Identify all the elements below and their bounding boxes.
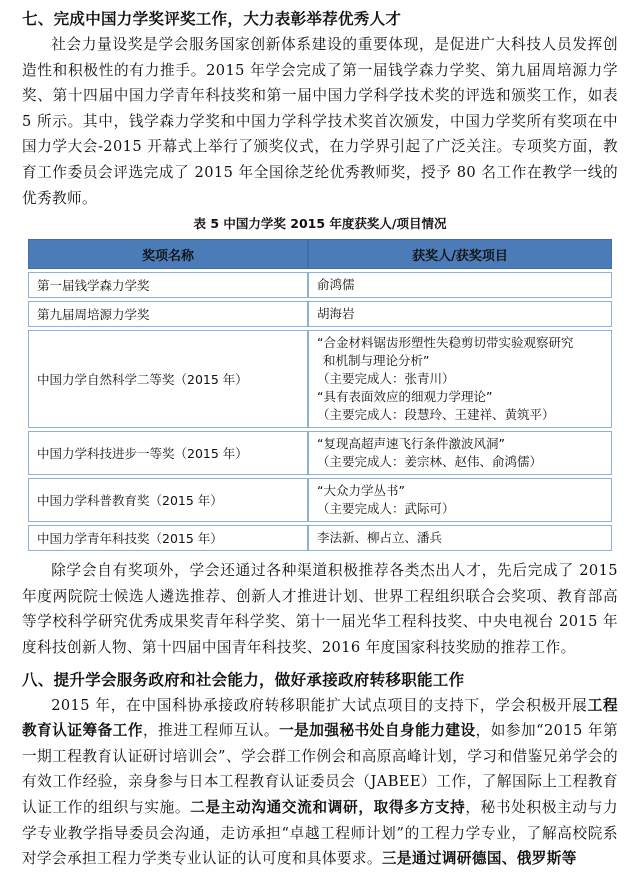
winner-line: （主要完成人：姜宗林、赵伟、俞鸿儒） [317, 454, 543, 470]
award-name-cell: 中国力学青年科技奖（2015 年） [28, 525, 308, 551]
table-caption: 表 5 中国力学奖 2015 年度获奖人/项目情况 [193, 216, 447, 232]
s8-text-4: ，秘书处积极主动与力学专业教学指导委员会沟通，走访承担“卓越工程师计划”的工程力学专业，了解高校院系对学会承担工程力学类专业认证的认可度和具体要求。 [22, 798, 618, 868]
winner-line: （主要完成人：张青川） [317, 371, 455, 387]
table-row [28, 525, 612, 551]
header-winner: 获奖人/获奖项目 [308, 239, 612, 269]
table-row [28, 301, 612, 327]
section7-paragraph: 社会力量设奖是学会服务国家创新体系建设的重要体现，是促进广大科技人员发挥创造性和积极性的有力推手。2015 年学会完成了第一届钱学森力学奖、第九届周培源力学奖、第十四届中国力学青年科技奖和第一届中国力学科学技术奖的评选和颁奖工作，如表 5 所示。其中，钱学森力学奖和中国力学科学技术奖首次颁发，中国力学奖所有奖项在中国力学大会-2015 开幕式上举行了颁奖仪式，在力学界引起了广泛关注。专项奖方面，教育工作委员会评选完成了 2015 年全国徐芝纶优秀教师奖，授予 80 名工作在教学一线的优秀教师。 [22, 36, 618, 207]
section7-heading: 七、完成中国力学奖评奖工作，大力表彰举荐优秀人才 [22, 10, 402, 28]
award-name-cell: 中国力学科技进步一等奖（2015 年） [28, 431, 308, 475]
winner-line: “大众力学丛书” [317, 483, 405, 499]
s8-text-1: 2015 年，在中国科协承接政府转移职能扩大试点项目的支持下，学会积极开展 [51, 696, 588, 714]
winner-line: 李法新、柳占立、潘兵 [317, 530, 443, 546]
winner-cell [308, 431, 612, 475]
winner-line: “具有表面效应的细观力学理论” [317, 389, 493, 405]
award-name-cell: 中国力学自然科学二等奖（2015 年） [28, 330, 308, 428]
winner-cell [308, 525, 612, 551]
s8-bold-2: 一是加强秘书处自身能力建设 [279, 722, 476, 740]
table-row [28, 431, 612, 475]
winner-line: “合金材料锯齿形塑性失稳剪切带实验观察研究 [317, 335, 574, 351]
award-name-cell: 第九届周培源力学奖 [28, 301, 308, 327]
table-row [28, 272, 612, 298]
winner-line: 和机制与理论分析” [323, 353, 430, 369]
table-header-row [28, 239, 612, 269]
winner-line: 俞鸿儒 [317, 277, 355, 293]
table-row [28, 478, 612, 522]
after-table-paragraph: 除学会自有奖项外，学会还通过各种渠道积极推荐各类杰出人才，先后完成了 2015 年度两院院士候选人遴选推荐、创新人才推进计划、世界工程组织联合会奖项、教育部高等学校科学研究优秀成果奖青年科学奖、第十一届光华工程科技奖、中央电视台 2015 年度科技创新人物、第十四届中国青年科技奖、2016 年度国家科技奖励的推荐工作。 [22, 562, 618, 656]
s8-text-2: ，推进工程师互认。 [142, 722, 280, 740]
winner-cell [308, 330, 612, 428]
winner-cell [308, 478, 612, 522]
s8-bold-1: 工程教育认证筹备工作 [22, 696, 618, 740]
section8-heading: 八、提升学会服务政府和社会能力，做好承接政府转移职能工作 [22, 670, 465, 689]
s8-bold-3: 二是主动沟通交流和调研，取得多方支持 [190, 798, 466, 816]
s8-text-3: ，如参加“2015 年第一期工程教育认证研讨培训会”、学会群工作例会和高原高峰计划，学习和借鉴兄弟学会的有效工作经验，亲身参与日本工程教育认证委员会（JABEE）工作，了解国际上工程教育认证工作的组织与实施。 [22, 722, 619, 816]
winner-line: （主要完成人：段慧玲、王建祥、黄筑平） [317, 407, 555, 423]
winner-cell [308, 301, 612, 327]
awards-table [28, 236, 612, 554]
award-name-cell: 第一届钱学森力学奖 [28, 272, 308, 298]
award-name-cell: 中国力学科普教育奖（2015 年） [28, 478, 308, 522]
section8-paragraph [22, 693, 618, 872]
table-row [28, 330, 612, 428]
winner-line: （主要完成人：武际可） [317, 501, 455, 517]
s8-bold-4: 三是通过调研德国、俄罗斯等 [381, 850, 577, 868]
winner-cell [308, 272, 612, 298]
header-award-name: 奖项名称 [28, 239, 308, 269]
winner-line: 胡海岩 [317, 306, 355, 322]
winner-line: “复现高超声速飞行条件激波风洞” [317, 436, 505, 452]
